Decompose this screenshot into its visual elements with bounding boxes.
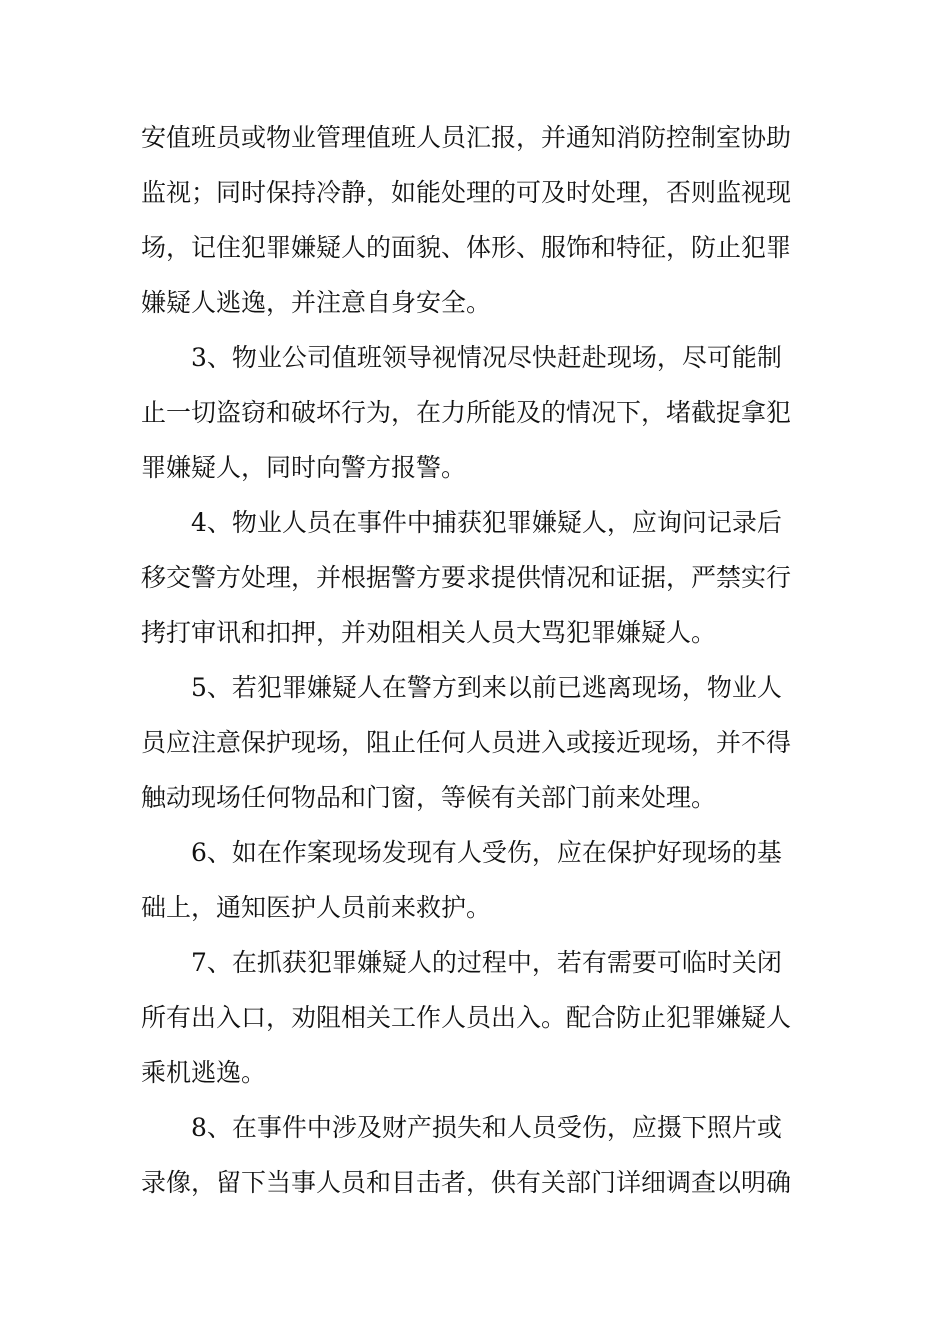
paragraph-item-7 [141,935,806,1100]
text-line: 场，记住犯罪嫌疑人的面貌、体形、服饰和特征，防止犯罪 [141,233,792,262]
text-line: 8、在事件中涉及财产损失和人员受伤，应摄下照片或 [191,1113,782,1142]
paragraph-item-5 [141,660,806,825]
text-line: 乘机逃逸。 [141,1058,267,1087]
text-line: 移交警方处理，并根据警方要求提供情况和证据，严禁实行 [141,563,792,592]
text-line: 础上，通知医护人员前来救护。 [141,893,492,922]
paragraph-item-8 [141,1100,806,1210]
paragraph-item-3 [141,330,806,495]
text-line: 4、物业人员在事件中捕获犯罪嫌疑人，应询问记录后 [191,508,782,537]
text-line: 罪嫌疑人，同时向警方报警。 [141,453,467,482]
paragraph-continuation [141,110,806,330]
text-line: 止一切盗窃和破坏行为，在力所能及的情况下，堵截捉拿犯 [141,398,792,427]
paragraph-item-4 [141,495,806,660]
text-line: 嫌疑人逃逸，并注意自身安全。 [141,288,492,317]
document-body [141,110,806,1210]
text-line: 所有出入口，劝阻相关工作人员出入。配合防止犯罪嫌疑人 [141,1003,792,1032]
text-line: 3、物业公司值班领导视情况尽快赶赴现场，尽可能制 [191,343,782,372]
text-line: 5、若犯罪嫌疑人在警方到来以前已逃离现场，物业人 [191,673,782,702]
text-line: 员应注意保护现场，阻止任何人员进入或接近现场，并不得 [141,728,792,757]
text-line: 录像，留下当事人员和目击者，供有关部门详细调查以明确 [141,1168,792,1197]
text-line: 拷打审讯和扣押，并劝阻相关人员大骂犯罪嫌疑人。 [141,618,717,647]
paragraph-item-6 [141,825,806,935]
text-line: 监视；同时保持冷静，如能处理的可及时处理，否则监视现 [141,178,792,207]
text-line: 6、如在作案现场发现有人受伤，应在保护好现场的基 [191,838,782,867]
text-line: 触动现场任何物品和门窗，等候有关部门前来处理。 [141,783,717,812]
text-line: 7、在抓获犯罪嫌疑人的过程中，若有需要可临时关闭 [191,948,782,977]
text-line: 安值班员或物业管理值班人员汇报，并通知消防控制室协助 [141,123,792,152]
